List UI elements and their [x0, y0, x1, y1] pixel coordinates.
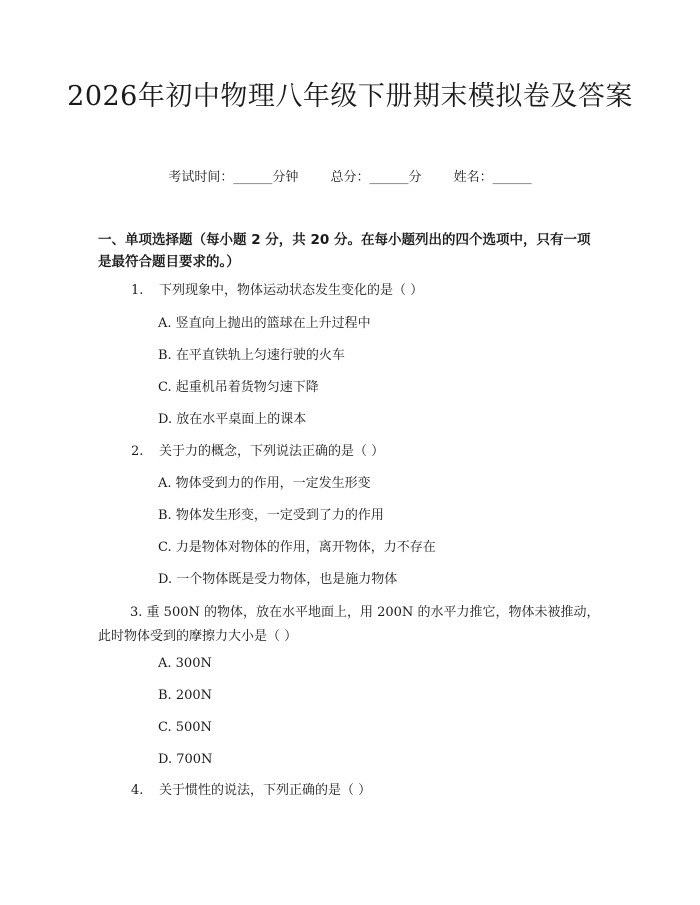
question-number: 1.	[131, 283, 144, 298]
option-1d: D. 放在水平桌面上的课本	[158, 412, 307, 427]
option-2c: C. 力是物体对物体的作用，离开物体，力不存在	[158, 540, 436, 555]
option-2d: D. 一个物体既是受力物体，也是施力物体	[158, 572, 398, 587]
question-3: 3. 重 500N 的物体，放在水平地面上，用 200N 的水平力推它，物体未被推动，此时物体受到的摩擦力大小是（ ）	[98, 605, 600, 644]
option-1c: C. 起重机吊着货物匀速下降	[158, 380, 319, 395]
question-2	[131, 442, 384, 462]
question-number: 4.	[131, 783, 144, 798]
question-text: 关于惯性的说法，下列正确的是（ ）	[159, 783, 372, 798]
question-1	[131, 281, 423, 301]
question-4	[131, 781, 371, 801]
question-text: 关于力的概念，下列说法正确的是（ ）	[159, 444, 385, 459]
question-text: 下列现象中，物体运动状态发生变化的是（ ）	[159, 283, 424, 298]
exam-title: 2026年初中物理八年级下册期末模拟卷及答案	[67, 81, 633, 112]
option-2b: B. 物体发生形变，一定受到了力的作用	[158, 508, 384, 523]
option-3a: A. 300N	[158, 656, 212, 671]
exam-meta	[0, 168, 700, 188]
question-number: 2.	[131, 444, 144, 459]
option-1a: A. 竖直向上抛出的篮球在上升过程中	[158, 316, 371, 331]
option-2a: A. 物体受到力的作用，一定发生形变	[158, 476, 371, 491]
section-heading: 一、单项选择题（每小题 2 分，共 20 分。在每小题列出的四个选项中，只有一项是最符合题目要求的。）	[98, 232, 591, 270]
option-3b: B. 200N	[158, 688, 213, 703]
option-3d: D. 700N	[158, 752, 213, 767]
option-1b: B. 在平直铁轨上匀速行驶的火车	[158, 348, 345, 363]
exam-time-field: 考试时间：______分钟	[168, 170, 299, 185]
option-3c: C. 500N	[158, 720, 212, 735]
student-name-field: 姓名：______	[453, 170, 532, 185]
total-score-field: 总分：______分	[330, 170, 422, 185]
